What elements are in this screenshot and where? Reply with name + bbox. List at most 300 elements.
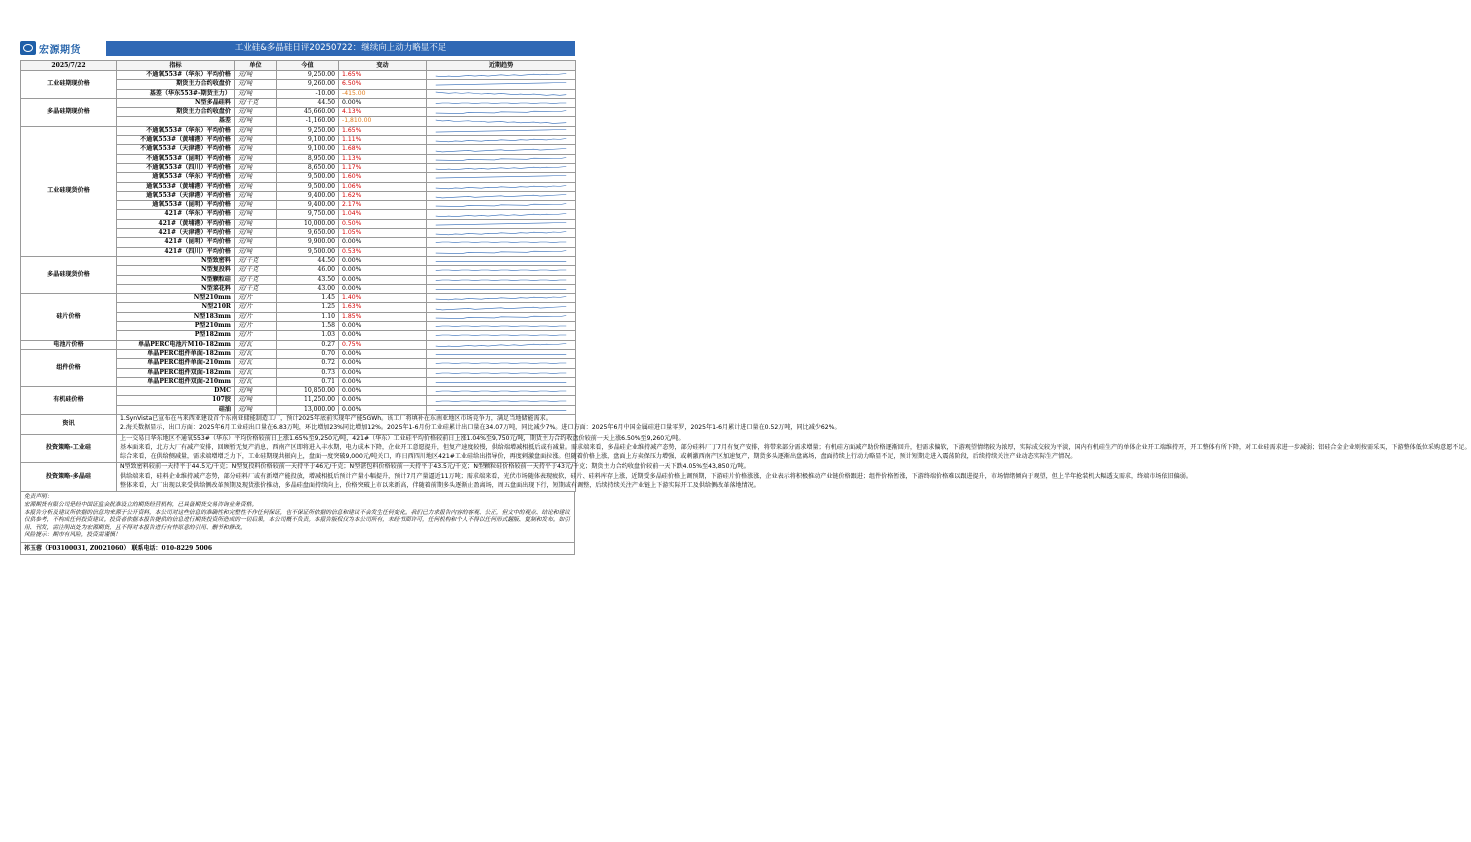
value-cell: 0.73 — [277, 368, 339, 377]
trend-sparkline — [430, 285, 572, 293]
unit-cell: 元/瓦 — [235, 359, 277, 368]
strategy-poly-label: 投资策略-多晶硅 — [21, 463, 117, 492]
value-cell: 44.50 — [277, 256, 339, 265]
trend-line — [436, 213, 566, 216]
trend-sparkline — [430, 397, 572, 405]
unit-cell: 元/片 — [235, 322, 277, 331]
unit-cell: 元/吨 — [235, 173, 277, 182]
indicator-cell: N型183mm — [117, 312, 235, 321]
unit-cell: 元/吨 — [235, 210, 277, 219]
trend-cell — [427, 349, 576, 358]
category-label: 组件价格 — [21, 349, 117, 386]
value-cell: 1.45 — [277, 294, 339, 303]
change-cell: 0.00% — [339, 368, 427, 377]
table-row — [21, 98, 576, 107]
category-label: 电池片价格 — [21, 340, 117, 349]
trend-cell — [427, 98, 576, 107]
trend-sparkline — [430, 294, 572, 302]
value-cell: 43.50 — [277, 275, 339, 284]
category-label: 多晶硅期现价格 — [21, 98, 117, 126]
trend-cell — [427, 303, 576, 312]
indicator-cell: N型多晶硅料 — [117, 98, 235, 107]
disclaimer — [20, 492, 575, 543]
trend-cell — [427, 117, 576, 126]
company-logo — [20, 40, 102, 56]
trend-cell — [427, 396, 576, 405]
change-cell: 6.50% — [339, 80, 427, 89]
unit-cell: 元/吨 — [235, 108, 277, 117]
unit-cell: 元/吨 — [235, 238, 277, 247]
trend-sparkline — [430, 304, 572, 312]
table-row — [21, 71, 576, 80]
trend-cell — [427, 154, 576, 163]
trend-line — [436, 232, 566, 235]
unit-cell: 元/吨 — [235, 80, 277, 89]
trend-cell — [427, 229, 576, 238]
category-label: 工业硅期现价格 — [21, 71, 117, 99]
change-cell: 1.04% — [339, 210, 427, 219]
value-cell: 46.00 — [277, 266, 339, 275]
trend-sparkline — [430, 248, 572, 256]
trend-line — [436, 139, 566, 142]
value-cell: 9,400.00 — [277, 191, 339, 200]
table-row — [21, 340, 576, 349]
strategy-si-row — [21, 434, 576, 463]
change-cell: 0.53% — [339, 247, 427, 256]
unit-cell: 元/吨 — [235, 191, 277, 200]
unit-cell: 元/千克 — [235, 266, 277, 275]
trend-line — [436, 306, 566, 309]
news-paragraph: 2.海关数据显示，出口方面：2025年6月工业硅出口量在6.83万吨，环比增加23%同比增加12%。2025年1-6月份工业硅累计出口量在34.07万吨，同比减少7%。进口方面：2025年6月中国金属硅进口量零罗，2025年1-6月累计进口量在0.52万吨，同比减少62%。 — [120, 424, 841, 432]
indicator-cell: 421#（四川）平均价格 — [117, 247, 235, 256]
value-cell: 1.25 — [277, 303, 339, 312]
trend-line — [436, 391, 566, 392]
unit-cell: 元/瓦 — [235, 340, 277, 349]
trend-line — [436, 157, 566, 160]
change-cell: 1.40% — [339, 294, 427, 303]
trend-sparkline — [430, 71, 572, 79]
unit-cell: 元/片 — [235, 303, 277, 312]
unit-cell: 元/吨 — [235, 182, 277, 191]
category-label: 工业硅现货价格 — [21, 126, 117, 256]
value-cell: 9,900.00 — [277, 238, 339, 247]
indicator-cell: 基差 — [117, 117, 235, 126]
indicator-cell: 通氧553#（黄埔港）平均价格 — [117, 182, 235, 191]
change-cell: 1.68% — [339, 145, 427, 154]
unit-cell: 元/吨 — [235, 89, 277, 98]
trend-sparkline — [430, 341, 572, 349]
indicator-cell: P型182mm — [117, 331, 235, 340]
risk-warning: 风险提示：期市有风险，投资需谨慎！ — [24, 532, 121, 539]
indicator-cell: N型210mm — [117, 294, 235, 303]
change-cell: 0.00% — [339, 387, 427, 396]
header-unit: 单位 — [235, 61, 277, 71]
unit-cell: 元/瓦 — [235, 377, 277, 386]
change-cell: 1.63% — [339, 303, 427, 312]
trend-cell — [427, 312, 576, 321]
indicator-cell: 421#（天津港）平均价格 — [117, 229, 235, 238]
indicator-cell: 单晶PERC组件双面-210mm — [117, 377, 235, 386]
trend-sparkline — [430, 257, 572, 265]
trend-cell — [427, 126, 576, 135]
value-cell: 0.72 — [277, 359, 339, 368]
value-cell: 43.00 — [277, 284, 339, 293]
change-cell: 0.00% — [339, 98, 427, 107]
trend-line — [436, 280, 566, 281]
table-row — [21, 349, 576, 358]
value-cell: 9,100.00 — [277, 136, 339, 145]
unit-cell: 元/吨 — [235, 219, 277, 228]
trend-sparkline — [430, 192, 572, 200]
change-cell: 0.00% — [339, 396, 427, 405]
trend-cell — [427, 219, 576, 228]
indicator-cell: 通氧553#（华东）平均价格 — [117, 173, 235, 182]
trend-sparkline — [430, 201, 572, 209]
disclaimer-paragraph: 宏源期货有限公司是经中国证监会批准设立的期货经营机构，已具备期货交易咨询业务资格。 — [24, 501, 258, 508]
trend-cell — [427, 405, 576, 414]
change-cell: 0.00% — [339, 256, 427, 265]
trend-line — [436, 185, 566, 188]
change-cell: 1.17% — [339, 163, 427, 172]
trend-cell — [427, 387, 576, 396]
change-cell: 1.62% — [339, 191, 427, 200]
trend-sparkline — [430, 220, 572, 228]
value-cell: 9,500.00 — [277, 182, 339, 191]
indicator-cell: 单晶PERC电池片M10-182mm — [117, 340, 235, 349]
indicator-cell: 期货主力合约收盘价 — [117, 80, 235, 89]
value-cell: 9,250.00 — [277, 71, 339, 80]
value-cell: 10,000.00 — [277, 219, 339, 228]
trend-line — [436, 103, 566, 104]
trend-sparkline — [430, 108, 572, 116]
change-cell: 0.00% — [339, 284, 427, 293]
trend-cell — [427, 247, 576, 256]
indicator-cell: 421#（黄埔港）平均价格 — [117, 219, 235, 228]
strategy-si-label: 投资策略-工业硅 — [21, 434, 117, 463]
unit-cell: 元/吨 — [235, 405, 277, 414]
disclaimer-paragraph: 本报告分析及建议所依据的信息均来源于公开资料，本公司对这些信息的准确性和完整性不作任何保证，也不保证所依据的信息和建议不会发生任何变化。我们已力求报告内容的客观、公正，但文中的观点、结论和建议仅供参考，不构成任何投资建议。投资者依据本报告提供的信息进行期货投资所造成的一切后果，本公司概不负责。本报告版权仅为本公司所有，未经书面许可，任何机构和个人不得以任何形式翻版、复制和发布。如引用、刊发，需注明出处为宏源期货，且不得对本报告进行有悖原意的引用、删节和修改。 — [24, 509, 570, 531]
trend-line — [436, 250, 566, 253]
trend-sparkline — [430, 350, 572, 358]
trend-line — [436, 148, 566, 151]
unit-cell: 元/吨 — [235, 163, 277, 172]
trend-sparkline — [430, 211, 572, 219]
trend-cell — [427, 173, 576, 182]
unit-cell: 元/吨 — [235, 136, 277, 145]
trend-cell — [427, 182, 576, 191]
strategy-paragraph: 基本面来看，北方大厂有减产安排，回顾暂无复产消息，西南产区即将进入丰水期，电力成本下降，企业开工意愿提升，但复产速度较慢，供给端增减相抵后或有减量。需求端来看，多晶硅企业维持减产态势，部分硅料厂丁7月有复产安排，将带来部分需求增量；有机硅方面减产助价格逐渐回升，但需求偏软，下游观望情绪较为浓厚，实际成交较为平淡，国内有机硅生产的单体企业开工端维持开，开工整体有所下降，对工业硅需求进一步减弱；铝硅合金企业则按需采买，下游整体低位采购意愿不足。 — [120, 443, 1471, 451]
trend-line — [436, 92, 566, 95]
trend-line — [436, 83, 566, 86]
trend-sparkline — [430, 387, 572, 395]
trend-cell — [427, 377, 576, 386]
unit-cell: 元/千克 — [235, 284, 277, 293]
value-cell: -1,160.00 — [277, 117, 339, 126]
indicator-cell: 421#（华东）平均价格 — [117, 210, 235, 219]
trend-line — [436, 315, 566, 318]
trend-cell — [427, 284, 576, 293]
trend-line — [436, 129, 566, 132]
header-date: 2025/7/22 — [21, 61, 117, 71]
trend-sparkline — [430, 118, 572, 126]
category-label: 多晶硅现货价格 — [21, 256, 117, 293]
unit-cell: 元/片 — [235, 312, 277, 321]
table-header-row — [21, 61, 576, 71]
trend-line — [436, 270, 566, 271]
change-cell: 0.00% — [339, 377, 427, 386]
unit-cell: 元/吨 — [235, 247, 277, 256]
strategy-poly-row — [21, 463, 576, 492]
change-cell: 0.00% — [339, 405, 427, 414]
news-label: 资讯 — [21, 414, 117, 434]
indicator-cell: 硅油 — [117, 405, 235, 414]
strategy-paragraph: 供给端来看，硅料企业维持减产态势，部分硅料厂或有新增产能投放，增减相抵后预计产量小幅提升，预计7月产量逼近11万吨；需求端来看，光伏市场随体表现疲软，硅片、硅料库存上涨，近期受多晶硅价格上调预期，下游硅片价格涨涨，企业表示将积极推动产业链价格跟进；组件价格暂涨，下游终端价格难以跟进提升，市场情绪倾向于观望，但上半年抢装机大幅透支需求，终端市场依旧偏弱。 — [120, 472, 1192, 480]
change-cell: 2.17% — [339, 201, 427, 210]
unit-cell: 元/片 — [235, 331, 277, 340]
value-cell: 1.58 — [277, 322, 339, 331]
change-cell: 0.00% — [339, 331, 427, 340]
unit-cell: 元/片 — [235, 294, 277, 303]
trend-line — [436, 297, 566, 300]
trend-cell — [427, 322, 576, 331]
table-row — [21, 387, 576, 396]
trend-sparkline — [430, 406, 572, 414]
change-cell: 0.00% — [339, 349, 427, 358]
trend-sparkline — [430, 229, 572, 237]
value-cell: 1.03 — [277, 331, 339, 340]
trend-cell — [427, 368, 576, 377]
change-cell: 0.00% — [339, 266, 427, 275]
news-row — [21, 414, 576, 434]
trend-line — [436, 111, 566, 114]
unit-cell: 元/吨 — [235, 126, 277, 135]
strategy-paragraph: 综合来看，在供给侧减量，需求端增增乏力下，工业硅期现共振向上，盘面一度突破9,000元/吨关口，昨日西四川地区421#工业硅给出指导价，再度刺激盘面拉涨。但随着价格上涨，盘面上方卖保压力增强，或刺激西南产区加速复产，期货多头逐渐出盘离场，盘面持续上行动力略显不足，预计短期走进入震荡阶段，后续持续关注产业动态实际生产情况。 — [120, 453, 1077, 461]
change-cell: 1.05% — [339, 229, 427, 238]
logo-icon — [20, 41, 36, 55]
trend-line — [436, 120, 566, 123]
category-label: 硅片价格 — [21, 294, 117, 340]
strategy-poly-content — [117, 463, 1192, 492]
trend-sparkline — [430, 276, 572, 284]
change-cell: 0.00% — [339, 275, 427, 284]
indicator-cell: 不通氧553#（天津港）平均价格 — [117, 145, 235, 154]
trend-sparkline — [430, 183, 572, 191]
indicator-cell: 不通氧553#（华东）平均价格 — [117, 126, 235, 135]
change-cell: 1.85% — [339, 312, 427, 321]
header-change: 变动 — [339, 61, 427, 71]
trend-line — [436, 335, 566, 336]
trend-cell — [427, 359, 576, 368]
indicator-cell: 通氧553#（昆明）平均价格 — [117, 201, 235, 210]
unit-cell: 元/吨 — [235, 229, 277, 238]
price-table — [20, 60, 1471, 492]
change-cell: 0.75% — [339, 340, 427, 349]
header-value: 今值 — [277, 61, 339, 71]
indicator-cell: 单晶PERC组件单面-182mm — [117, 349, 235, 358]
value-cell: 11,250.00 — [277, 396, 339, 405]
change-cell: 0.00% — [339, 238, 427, 247]
trend-sparkline — [430, 313, 572, 321]
trend-sparkline — [430, 155, 572, 163]
change-cell: 1.65% — [339, 71, 427, 80]
indicator-cell: 通氧553#（天津港）平均价格 — [117, 191, 235, 200]
trend-sparkline — [430, 99, 572, 107]
unit-cell: 元/吨 — [235, 145, 277, 154]
trend-sparkline — [430, 173, 572, 181]
trend-sparkline — [430, 146, 572, 154]
change-cell: 0.00% — [339, 359, 427, 368]
value-cell: -10.00 — [277, 89, 339, 98]
trend-cell — [427, 89, 576, 98]
news-content — [117, 414, 841, 434]
unit-cell: 元/千克 — [235, 98, 277, 107]
value-cell: 8,650.00 — [277, 163, 339, 172]
value-cell: 8,950.00 — [277, 154, 339, 163]
trend-cell — [427, 71, 576, 80]
indicator-cell: 期货主力合约收盘价 — [117, 108, 235, 117]
header-indicator: 指标 — [117, 61, 235, 71]
indicator-cell: 不通氧553#（黄埔港）平均价格 — [117, 136, 235, 145]
trend-line — [436, 343, 566, 346]
trend-line — [436, 326, 566, 327]
change-cell: 1.06% — [339, 182, 427, 191]
change-cell: -1,810.00 — [339, 117, 427, 126]
trend-line — [436, 74, 566, 77]
trend-sparkline — [430, 331, 572, 339]
disclaimer-title: 免责声明： — [24, 494, 53, 501]
indicator-cell: N型菜花料 — [117, 284, 235, 293]
change-cell: 0.00% — [339, 322, 427, 331]
strategy-paragraph: 整体来看，大厂出现以来受供给侧改革预期及现货涨价推动，多晶硅盘面持续向上，价格突破上市以来新高，伴随着前期多头逐渐止盈离场，周五盘面出现下行，短期或有调整，后续持续关注产业链上下游实际开工及供给侧改革落地情况。 — [120, 482, 760, 490]
report-title: 工业硅&多晶硅日评20250722：继续向上动力略显不足 — [106, 41, 575, 56]
value-cell: 0.70 — [277, 349, 339, 358]
analyst-contact: 祁玉蓉（F03100031, Z0021060） 联系电话：010-8229 5006 — [20, 543, 575, 555]
value-cell: 9,500.00 — [277, 247, 339, 256]
trend-sparkline — [430, 266, 572, 274]
logo-text: 宏源期货 — [39, 44, 81, 56]
value-cell: 10,850.00 — [277, 387, 339, 396]
trend-cell — [427, 340, 576, 349]
change-cell: 4.13% — [339, 108, 427, 117]
change-cell: 1.65% — [339, 126, 427, 135]
value-cell: 13,000.00 — [277, 405, 339, 414]
trend-sparkline — [430, 80, 572, 88]
change-cell: -415.00 — [339, 89, 427, 98]
report-page — [20, 40, 1471, 555]
indicator-cell: N型致密料 — [117, 256, 235, 265]
value-cell: 9,100.00 — [277, 145, 339, 154]
trend-cell — [427, 210, 576, 219]
indicator-cell: 421#（昆明）平均价格 — [117, 238, 235, 247]
value-cell: 0.27 — [277, 340, 339, 349]
news-paragraph: 1.SynVista已宣布在马来西亚建设首个东南亚储能制造工厂，预计2025年底前实现年产能5GWh。该工厂将填补在东南亚地区市场竞争力，满足当地储能需求。 — [120, 414, 552, 422]
trend-cell — [427, 256, 576, 265]
value-cell: 45,660.00 — [277, 108, 339, 117]
indicator-cell: 单晶PERC组件双面-182mm — [117, 368, 235, 377]
indicator-cell: 基差（华东553#-期货主力） — [117, 89, 235, 98]
trend-sparkline — [430, 238, 572, 246]
value-cell: 44.50 — [277, 98, 339, 107]
indicator-cell: 不通氧553#（昆明）平均价格 — [117, 154, 235, 163]
trend-line — [436, 195, 566, 198]
trend-cell — [427, 266, 576, 275]
value-cell: 1.10 — [277, 312, 339, 321]
trend-cell — [427, 331, 576, 340]
unit-cell: 元/吨 — [235, 387, 277, 396]
trend-sparkline — [430, 359, 572, 367]
value-cell: 9,400.00 — [277, 201, 339, 210]
trend-line — [436, 373, 566, 374]
trend-line — [436, 204, 566, 207]
value-cell: 9,260.00 — [277, 80, 339, 89]
unit-cell: 元/吨 — [235, 71, 277, 80]
trend-cell — [427, 275, 576, 284]
unit-cell: 元/瓦 — [235, 349, 277, 358]
change-cell: 1.60% — [339, 173, 427, 182]
trend-cell — [427, 191, 576, 200]
indicator-cell: 不通氧553#（华东）平均价格 — [117, 71, 235, 80]
trend-cell — [427, 201, 576, 210]
indicator-cell: N型210R — [117, 303, 235, 312]
unit-cell: 元/千克 — [235, 275, 277, 284]
category-label: 有机硅价格 — [21, 387, 117, 415]
table-row — [21, 256, 576, 265]
trend-cell — [427, 163, 576, 172]
table-row — [21, 126, 576, 135]
trend-line — [436, 167, 566, 170]
indicator-cell: N型颗粒硅 — [117, 275, 235, 284]
indicator-cell: 107胶 — [117, 396, 235, 405]
trend-cell — [427, 108, 576, 117]
trend-cell — [427, 238, 576, 247]
value-cell: 9,750.00 — [277, 210, 339, 219]
change-cell: 0.50% — [339, 219, 427, 228]
trend-line — [436, 363, 566, 364]
trend-cell — [427, 294, 576, 303]
trend-line — [436, 176, 566, 179]
strategy-si-content — [117, 434, 1471, 463]
unit-cell: 元/吨 — [235, 154, 277, 163]
unit-cell: 元/吨 — [235, 201, 277, 210]
trend-line — [436, 222, 566, 225]
trend-cell — [427, 145, 576, 154]
unit-cell: 元/吨 — [235, 117, 277, 126]
trend-line — [436, 401, 566, 402]
unit-cell: 元/千克 — [235, 256, 277, 265]
unit-cell: 元/瓦 — [235, 368, 277, 377]
trend-sparkline — [430, 378, 572, 386]
value-cell: 9,650.00 — [277, 229, 339, 238]
trend-sparkline — [430, 369, 572, 377]
indicator-cell: N型复投料 — [117, 266, 235, 275]
table-row — [21, 294, 576, 303]
header-trend: 近期趋势 — [427, 61, 576, 71]
report-header — [20, 40, 575, 58]
trend-sparkline — [430, 90, 572, 98]
change-cell: 1.13% — [339, 154, 427, 163]
value-cell: 9,500.00 — [277, 173, 339, 182]
indicator-cell: DMC — [117, 387, 235, 396]
trend-sparkline — [430, 127, 572, 135]
change-cell: 1.11% — [339, 136, 427, 145]
value-cell: 9,250.00 — [277, 126, 339, 135]
trend-cell — [427, 80, 576, 89]
value-cell: 0.71 — [277, 377, 339, 386]
indicator-cell: 不通氧553#（四川）平均价格 — [117, 163, 235, 172]
trend-cell — [427, 136, 576, 145]
indicator-cell: P型210mm — [117, 322, 235, 331]
indicator-cell: 单晶PERC组件单面-210mm — [117, 359, 235, 368]
